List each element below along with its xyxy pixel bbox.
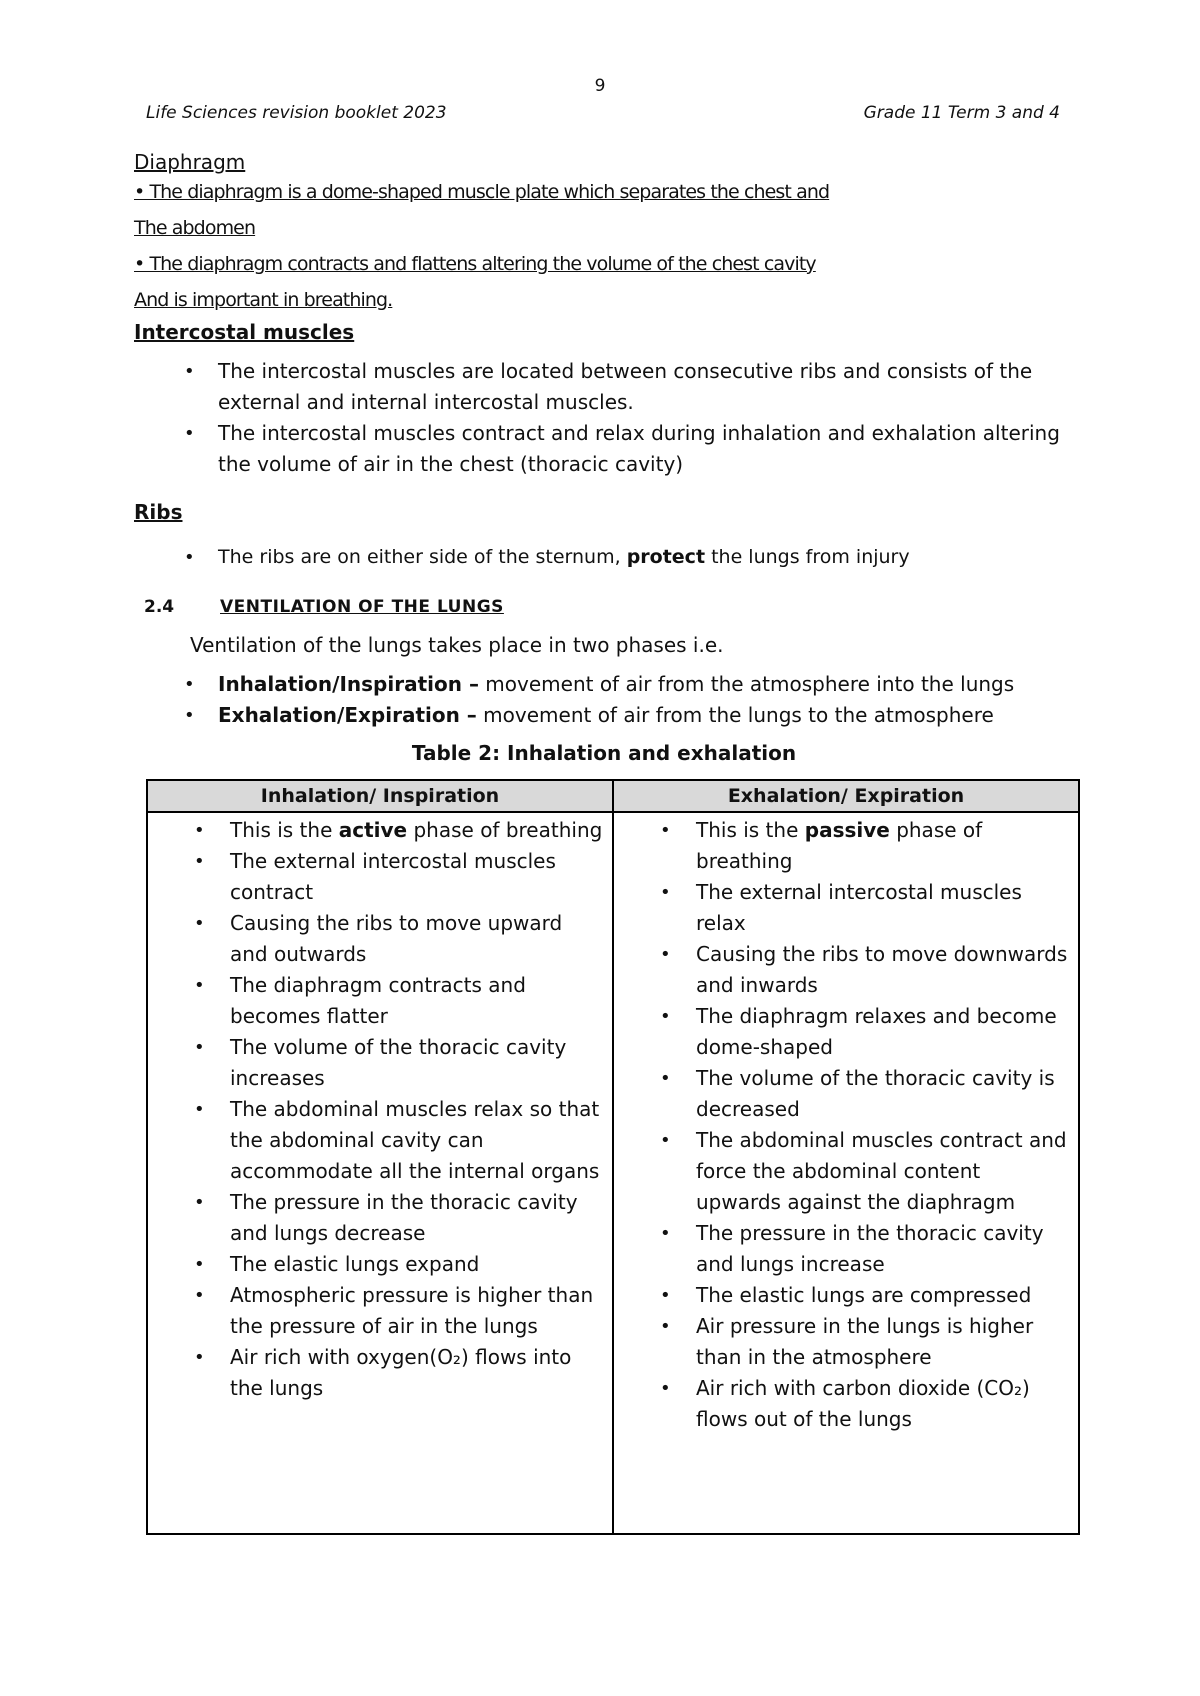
page-content [134,150,1074,1535]
page-number: 9 [594,76,606,96]
phases-list [134,669,1074,731]
phase-term: Exhalation/Expiration – [218,703,477,727]
inhalation-first-post: phase of breathing [413,818,603,842]
inhalation-list [148,813,612,1404]
section-title: VENTILATION OF THE LUNGS [220,597,504,617]
list-item: • Air rich with carbon dioxide (CO₂) flows out of the lungs [614,1373,1078,1435]
table-caption: Table 2: Inhalation and exhalation [411,741,797,765]
list-item: • Air rich with oxygen(O₂) flows into the lungs [148,1342,612,1404]
list-item: • The abdominal muscles contract and force the abdominal content upwards against the diaphragm [614,1125,1078,1218]
list-item: • The intercostal muscles are located between consecutive ribs and consists of the external and internal intercostal muscles. [134,356,1074,418]
list-item [134,700,1074,731]
comparison-table [146,779,1080,1535]
ribs-list [134,542,1074,573]
list-item [134,669,1074,700]
list-item: • The external intercostal muscles contract [148,846,612,908]
list-item: • The intercostal muscles contract and relax during inhalation and exhalation altering the volume of air in the chest (thoracic cavity) [134,418,1074,480]
header-right: Grade 11 Term 3 and 4 [863,103,1060,123]
exhalation-first-pre: This is the [696,818,799,842]
exhalation-first-post: phase of breathing [696,818,983,873]
list-item: • The elastic lungs are compressed [614,1280,1078,1311]
ribs-text-post: the lungs from injury [711,546,910,568]
section-number: 2.4 [144,597,175,617]
table-header-exhalation: Exhalation/ Expiration [613,780,1079,812]
list-item: • The external intercostal muscles relax [614,877,1078,939]
phase-desc: movement of air from the atmosphere into the lungs [485,672,1015,696]
diaphragm-line: The abdomen [134,217,256,239]
inhalation-first-bold: active [338,818,408,842]
diaphragm-line: • The diaphragm is a dome-shaped muscle plate which separates the chest and [134,181,830,203]
list-item: • The volume of the thoracic cavity is decreased [614,1063,1078,1125]
phase-desc: movement of air from the lungs to the atmosphere [483,703,994,727]
intercostal-heading: Intercostal muscles [134,320,355,344]
list-item: • Causing the ribs to move upward and outwards [148,908,612,970]
list-item: • The diaphragm contracts and becomes flatter [148,970,612,1032]
ribs-text-bold: protect [626,546,706,568]
intercostal-list [134,356,1074,480]
phase-term: Inhalation/Inspiration – [218,672,479,696]
list-item: • The volume of the thoracic cavity increases [148,1032,612,1094]
exhalation-cell [613,812,1079,1534]
table-row [147,812,1079,1534]
header-left: Life Sciences revision booklet 2023 [146,103,447,123]
list-item: • Causing the ribs to move downwards and inwards [614,939,1078,1001]
list-item: • The elastic lungs expand [148,1249,612,1280]
table-header-row [147,780,1079,812]
section-intro: Ventilation of the lungs takes place in two phases i.e. [190,633,724,657]
list-item: • The pressure in the thoracic cavity and lungs increase [614,1218,1078,1280]
table-header-inhalation: Inhalation/ Inspiration [147,780,613,812]
diaphragm-text [134,174,1074,318]
ribs-text-pre: The ribs are on either side of the sternum, [218,546,621,568]
section-heading [134,597,1074,617]
diaphragm-heading: Diaphragm [134,150,246,174]
list-item: • The pressure in the thoracic cavity and lungs decrease [148,1187,612,1249]
ribs-heading: Ribs [134,500,183,524]
list-item: • The abdominal muscles relax so that the abdominal cavity can accommodate all the internal organs [148,1094,612,1187]
list-item: • Air pressure in the lungs is higher than in the atmosphere [614,1311,1078,1373]
exhalation-list [614,813,1078,1435]
list-item [614,815,1078,877]
inhalation-cell [147,812,613,1534]
diaphragm-line: And is important in breathing. [134,289,393,311]
diaphragm-line: • The diaphragm contracts and flattens altering the volume of the chest cavity [134,253,816,275]
list-item [134,542,1074,573]
list-item: • Atmospheric pressure is higher than the pressure of air in the lungs [148,1280,612,1342]
inhalation-first-pre: This is the [230,818,333,842]
exhalation-first-bold: passive [804,818,890,842]
list-item [148,815,612,846]
list-item: • The diaphragm relaxes and become dome-shaped [614,1001,1078,1063]
